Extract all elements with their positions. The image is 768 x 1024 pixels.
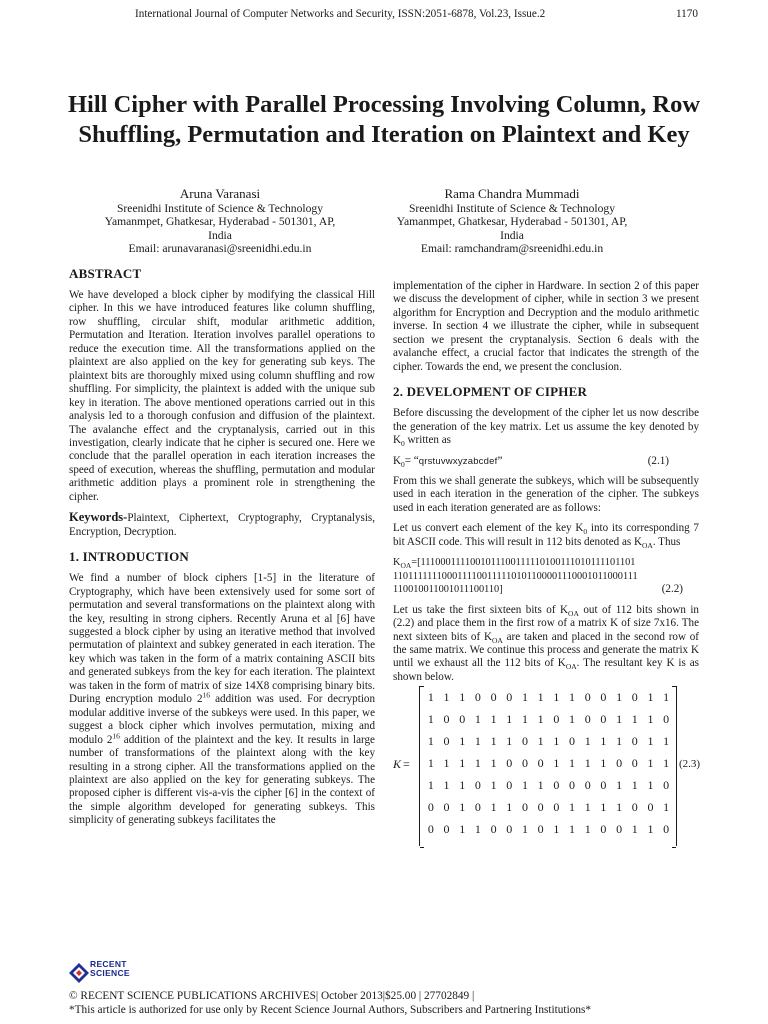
left-column (69, 266, 375, 828)
author-email: Email: ramchandram@sreenidhi.edu.in (420, 242, 604, 256)
matrix-cell: 0 (443, 711, 450, 726)
author-address: Yamanmpet, Ghatkesar, Hyderabad - 501301, AP, (104, 215, 336, 229)
page-footer (69, 990, 729, 1017)
matrix-cell: 1 (459, 777, 466, 792)
matrix-cell: 1 (647, 821, 654, 836)
running-header (0, 7, 768, 21)
matrix-cell: 0 (631, 755, 638, 770)
matrix-cell: 0 (537, 799, 544, 814)
matrix-cell: 0 (443, 733, 450, 748)
matrix-row (420, 774, 676, 796)
equation-2-1: $K_0=$ “qrstuvwxyzabcdef” (2.1) (393, 454, 669, 469)
matrix-cell: 0 (537, 821, 544, 836)
matrix-cell: 1 (506, 733, 513, 748)
development-para-2: From this we shall generate the subkeys, which will be subsequently used in each iteration in the generation of the cipher. The subkeys used in each iteration generated are as follows: (393, 474, 699, 514)
matrix-cell: 1 (521, 689, 528, 704)
matrix-cell: 0 (506, 755, 513, 770)
matrix-cell: 0 (490, 821, 497, 836)
introduction-continued: implementation of the cipher in Hardware. In section 2 of this paper we discuss the development of cipher, while in section 3 we present algorithm for Encryption and Decryption and the modulo arithmetic inverse. In section 4 we illustrate the cipher, while in subsequent section we present the cryptanalysis. Section 6 deals with the avalanche effect, a crucial factor that indicates the strength of the cipher. Towards the end, we present the conclusion. (393, 280, 699, 373)
matrix-cell: 1 (616, 711, 623, 726)
matrix-cell: 1 (474, 821, 481, 836)
keywords-text: Plaintext, Ciphertext, Cryptography, Cryptanalysis, Encryption, Decryption. (69, 512, 375, 538)
matrix-cell: 0 (443, 799, 450, 814)
matrix-cell: 0 (569, 777, 576, 792)
introduction-heading: 1. INTRODUCTION (69, 549, 190, 565)
author-name: Aruna Varanasi (179, 186, 261, 201)
matrix-cell: 0 (600, 777, 607, 792)
matrix-cell: 0 (553, 799, 560, 814)
logo-text-2: SCIENCE (90, 968, 130, 978)
matrix-cell: 1 (600, 755, 607, 770)
matrix-cell: 0 (616, 755, 623, 770)
matrix-row (420, 686, 676, 708)
matrix-cell: 1 (427, 689, 434, 704)
matrix-cell: 1 (443, 755, 450, 770)
matrix-row (420, 708, 676, 730)
author-affiliation: Sreenidhi Institute of Science & Technology (116, 202, 323, 215)
matrix-cell: 1 (569, 711, 576, 726)
matrix-cell: 1 (459, 755, 466, 770)
matrix-cell: 0 (553, 711, 560, 726)
development-para-1: Before discussing the development of the cipher let us now describe the generation of the key matrix. Let us assume the key denoted by $K_0$ written as (393, 407, 699, 449)
matrix-row (420, 818, 676, 840)
footer-license: *This article is authorized for use only by Recent Science Journal Authors, Subscribers and Partnering Institutions* (69, 1003, 592, 1016)
matrix-cell: 0 (490, 689, 497, 704)
matrix-cell: 1 (569, 755, 576, 770)
matrix-cell: 1 (459, 733, 466, 748)
author-email: Email: arunavaranasi@sreenidhi.edu.in (128, 242, 312, 256)
matrix-cell: 1 (569, 821, 576, 836)
matrix-cell: 1 (537, 689, 544, 704)
matrix-cell: 1 (631, 711, 638, 726)
author-country: India (208, 228, 232, 242)
matrix-cell: 0 (521, 799, 528, 814)
logo-diamond-icon (68, 962, 90, 984)
matrix-cell: 1 (521, 777, 528, 792)
matrix-cell: 0 (443, 821, 450, 836)
matrix-cell: 1 (427, 777, 434, 792)
equation-number: (2.2) (661, 583, 683, 596)
matrix-cell: 0 (521, 755, 528, 770)
abstract-heading: ABSTRACT (69, 266, 142, 281)
journal-citation: International Journal of Computer Networks and Security, ISSN:2051-6878, Vol.23, Issue.2 (135, 8, 546, 20)
matrix-cell: 1 (427, 733, 434, 748)
matrix-cell: 1 (584, 733, 591, 748)
matrix-equals: = (403, 757, 410, 772)
matrix-cell: 1 (490, 733, 497, 748)
matrix-cell: 0 (631, 733, 638, 748)
matrix-cell: 0 (663, 777, 670, 792)
matrix-cell: 1 (553, 733, 560, 748)
matrix-cell: 1 (616, 689, 623, 704)
matrix-cell: 1 (443, 689, 450, 704)
matrix-cell: 0 (474, 689, 481, 704)
matrix-cell: 1 (459, 799, 466, 814)
matrix-cell: 0 (427, 799, 434, 814)
matrix-label: K (393, 757, 402, 772)
paper-title: Hill Cipher with Parallel Processing Involving Column, Row Shuffling, Permutation and Iteration on Plaintext and Key (67, 91, 701, 148)
development-para-4: Let us take the first sixteen bits of $K_{OA}$ out of 112 bits shown in (2.2) and place them in the first row of a matrix K of size 7x16. The next sixteen bits of $K_{OA}$ are taken and placed in the second row of the same matrix. We continue this process and generate the matrix K until we exhaust all the 112 bits of $K_{OA}$. The resultant key K is as shown below. (393, 603, 699, 683)
matrix-cell: 1 (647, 711, 654, 726)
matrix-cell: 1 (616, 777, 623, 792)
equation-2-2: $K_{OA}=[1110001111001011100111110100111010111101101$ 1101111111000111100111110101100001110001011000111 110010011001011100110] (2.2) (393, 557, 683, 596)
key-string: qrstuvwxyzabcdef (418, 455, 498, 467)
matrix-cell: 1 (631, 821, 638, 836)
author-block-2 (362, 186, 662, 256)
matrix-cell: 0 (521, 733, 528, 748)
matrix-cell: 1 (474, 711, 481, 726)
matrix-cell: 1 (474, 733, 481, 748)
development-heading: 2. DEVELOPMENT OF CIPHER (393, 384, 588, 400)
matrix-cell: 1 (459, 821, 466, 836)
recent-science-logo (68, 958, 148, 988)
matrix-cell: 0 (537, 755, 544, 770)
matrix-cell: 1 (490, 799, 497, 814)
matrix-cell: 1 (490, 711, 497, 726)
matrix-cell: 1 (569, 689, 576, 704)
matrix-cell: 1 (459, 689, 466, 704)
matrix-cell: 0 (631, 799, 638, 814)
matrix-cell: 1 (506, 799, 513, 814)
matrix-cell: 0 (506, 689, 513, 704)
matrix-cell: 1 (647, 733, 654, 748)
matrix-cell: 1 (553, 755, 560, 770)
matrix-cell: 0 (459, 711, 466, 726)
matrix-cell: 1 (553, 821, 560, 836)
matrix-cell: 1 (616, 799, 623, 814)
matrix-cell: 0 (600, 711, 607, 726)
matrix-cell: 1 (663, 733, 670, 748)
matrix-cell: 0 (506, 777, 513, 792)
matrix-cell: 1 (553, 689, 560, 704)
equation-number: (2.3) (679, 758, 701, 771)
matrix-cell: 1 (647, 777, 654, 792)
matrix-cell: 1 (663, 689, 670, 704)
author-affiliation: Sreenidhi Institute of Science & Technology (408, 202, 615, 215)
author-block-1 (70, 186, 370, 256)
key-matrix (419, 686, 677, 846)
key-matrix-equation (393, 686, 699, 848)
matrix-cell: 1 (647, 689, 654, 704)
page-number: 1170 (676, 8, 698, 20)
matrix-cell: 0 (600, 689, 607, 704)
development-para-3: Let us convert each element of the key $K_0$ into its corresponding 7 bit ASCII code. This will result in 112 bits denoted as $K_{OA}$. Thus (393, 522, 699, 551)
author-name: Rama Chandra Mummadi (444, 186, 580, 201)
matrix-cell: 1 (600, 799, 607, 814)
matrix-cell: 0 (647, 799, 654, 814)
matrix-cell: 1 (490, 777, 497, 792)
keywords (69, 511, 375, 539)
matrix-cell: 1 (584, 755, 591, 770)
matrix-cell: 0 (506, 821, 513, 836)
matrix-cell: 0 (663, 821, 670, 836)
keywords-label: Keywords- (69, 510, 128, 525)
matrix-cell: 1 (569, 799, 576, 814)
matrix-cell: 0 (474, 777, 481, 792)
matrix-cell: 1 (506, 711, 513, 726)
matrix-row (420, 730, 676, 752)
matrix-row (420, 796, 676, 818)
matrix-cell: 1 (521, 821, 528, 836)
matrix-cell: 1 (443, 777, 450, 792)
matrix-cell: 0 (474, 799, 481, 814)
matrix-cell: 0 (631, 689, 638, 704)
matrix-cell: 0 (584, 711, 591, 726)
matrix-cell: 1 (663, 755, 670, 770)
matrix-cell: 1 (427, 755, 434, 770)
matrix-cell: 1 (521, 711, 528, 726)
matrix-cell: 1 (474, 755, 481, 770)
author-address: Yamanmpet, Ghatkesar, Hyderabad - 501301, AP, (396, 215, 628, 229)
matrix-cell: 1 (584, 799, 591, 814)
logo-text-1: RECENT (90, 959, 127, 969)
matrix-cell: 1 (537, 777, 544, 792)
matrix-cell: 1 (537, 711, 544, 726)
introduction-text: We find a number of block ciphers [1-5] in the literature of Cryptography, which have been extensively used for some sort of permutation and several transformations on the plaintext along with the key, resulting in strong ciphers. Recently Aruna et al [6] have suggested a block cipher by using an iterative method that involved permutation of plaintext and subkey generated in each iteration. The key which was taken in the form of a matrix containing ASCII bits and generated subkeys from the key for each iteration. The plaintext was taken in the form of matrix of size 14X8 comprising binary bits. During encryption modulo $2^{16}$ addition was used. For decryption modular additive inverse of the subkeys were used. In this paper, we suggest a block cipher which involves permutation, mixing and modulo $2^{16}$ addition of the plaintext and the key. It results in large number of transformations of the plaintext along with the key resulting in a strong cipher. All the transformations applied on the plaintext are also applied on the key for generating subkeys. The proposed cipher is different vis-a-vis the cipher [6] in the context of the simple algorithm developed for generating subkeys. This simplicity of generating subkeys facilitates the (69, 572, 375, 827)
matrix-cell: 1 (490, 755, 497, 770)
matrix-cell: 1 (427, 711, 434, 726)
matrix-cell: 0 (427, 821, 434, 836)
matrix-cell: 1 (616, 733, 623, 748)
matrix-cell: 0 (569, 733, 576, 748)
matrix-row (420, 752, 676, 774)
matrix-cell: 1 (647, 755, 654, 770)
matrix-cell: 0 (584, 777, 591, 792)
matrix-cell: 1 (600, 733, 607, 748)
footer-copyright: © RECENT SCIENCE PUBLICATIONS ARCHIVES| October 2013|$25.00 | 27702849 | (69, 990, 475, 1002)
matrix-cell: 1 (537, 733, 544, 748)
abstract-text: We have developed a block cipher by modifying the classical Hill cipher. In this we have introduced features like column shuffling, row shuffling, circular shift, modular arithmetic addition, Permutation and Iteration. Iteration involves parallel operations to reduce the execution time. All the transformations applied on the plaintext are also applied on the key for generating sub keys. The plaintext bits are thoroughly mixed using column shuffling and row shuffling. For simplicity, the plaintext is added with the unique sub key in iteration. The above mentioned operations carried out in this analysis led to a thorough confusion and diffusion of the plaintext. The avalanche effect and the cryptanalysis, carried out in this investigation, clearly indicate that he cipher is secured one. Here we conclude that the parallel operation in each iteration increases the speed of execution, whereas the shuffling, permutation and modular arithmetic addition plays a prominent role in strengthening the cipher. (69, 289, 375, 503)
author-country: India (500, 228, 524, 242)
matrix-cell: 0 (553, 777, 560, 792)
matrix-cell: 0 (584, 689, 591, 704)
equation-number: (2.1) (647, 454, 669, 467)
matrix-cell: 1 (663, 799, 670, 814)
matrix-cell: 0 (616, 821, 623, 836)
matrix-cell: 1 (631, 777, 638, 792)
matrix-cell: 0 (663, 711, 670, 726)
right-column (393, 280, 699, 848)
matrix-cell: 1 (584, 821, 591, 836)
matrix-cell: 0 (600, 821, 607, 836)
